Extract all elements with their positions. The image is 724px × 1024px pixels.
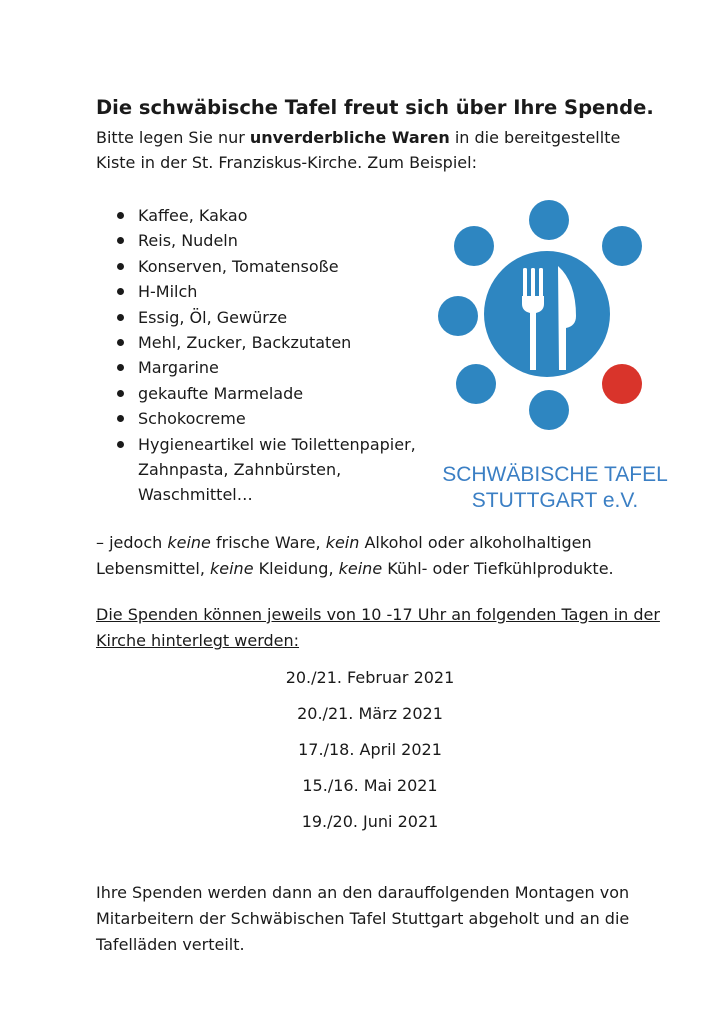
exclusions-text xyxy=(96,530,676,582)
list-item: Essig, Öl, Gewürze xyxy=(112,305,442,330)
list-item: Schokocreme xyxy=(112,406,442,431)
intro-emphasis: unverderbliche Waren xyxy=(249,128,450,147)
exclusions-part: frische Ware, xyxy=(210,533,326,552)
date-item: 20./21. März 2021 xyxy=(297,704,443,723)
exclusions-part: – jedoch xyxy=(96,533,168,552)
list-item: Margarine xyxy=(112,355,442,380)
donation-items-list xyxy=(112,203,442,508)
intro-after: in die bereitgestellte Kiste in der St. Franziskus-Kirche. Zum Beispiel: xyxy=(96,128,621,172)
exclusions-emphasis: keine xyxy=(167,533,211,552)
logo-dot xyxy=(456,364,496,404)
logo-dot xyxy=(454,226,494,266)
exclusions-emphasis: keine xyxy=(210,559,254,578)
logo-dot xyxy=(529,390,569,430)
logo-dot xyxy=(602,226,642,266)
logo-plate xyxy=(484,251,610,377)
date-item: 17./18. April 2021 xyxy=(298,740,442,759)
intro-text xyxy=(96,125,656,175)
list-item: Mehl, Zucker, Backzutaten xyxy=(112,330,442,355)
footer-text: Ihre Spenden werden dann an den darauffolgenden Montagen von Mitarbeitern der Schwäbischen Tafel Stuttgart abgeholt und an die Tafelläden verteilt. xyxy=(96,883,630,954)
logo-dot-red xyxy=(602,364,642,404)
exclusions-part: Kleidung, xyxy=(253,559,339,578)
donation-days-heading: Die Spenden können jeweils von 10 -17 Uhr an folgenden Tagen in der Kirche hinterlegt werden: xyxy=(96,605,660,650)
list-item: Hygieneartikel wie Toilettenpapier, Zahnpasta, Zahnbürsten, Waschmittel… xyxy=(112,432,442,508)
logo-line-1: SCHWÄBISCHE TAFEL xyxy=(442,463,668,486)
page-title: Die schwäbische Tafel freut sich über Ihre Spende. xyxy=(96,96,654,119)
list-item: Kaffee, Kakao xyxy=(112,203,442,228)
list-item: Konserven, Tomatensoße xyxy=(112,254,442,279)
intro-before: Bitte legen Sie nur xyxy=(96,128,250,147)
exclusions-part: Alkohol oder alkoholhaltigen Lebensmittel, xyxy=(96,533,592,578)
date-item: 19./20. Juni 2021 xyxy=(301,812,439,831)
dates-list xyxy=(170,660,570,840)
list-item: H-Milch xyxy=(112,279,442,304)
date-item: 15./16. Mai 2021 xyxy=(302,776,438,795)
date-item: 20./21. Februar 2021 xyxy=(285,668,455,687)
tafel-logo xyxy=(436,198,646,438)
list-item: gekaufte Marmelade xyxy=(112,381,442,406)
logo-dot xyxy=(438,296,478,336)
exclusions-emphasis: keine xyxy=(338,559,383,578)
logo-line-2: STUTTGART e.V. xyxy=(471,489,639,512)
logo-wordmark xyxy=(410,462,700,514)
exclusions-emphasis: kein xyxy=(325,533,360,552)
exclusions-part: Kühl- oder Tiefkühlprodukte. xyxy=(382,559,614,578)
list-item: Reis, Nudeln xyxy=(112,228,442,253)
logo-dot xyxy=(529,200,569,240)
